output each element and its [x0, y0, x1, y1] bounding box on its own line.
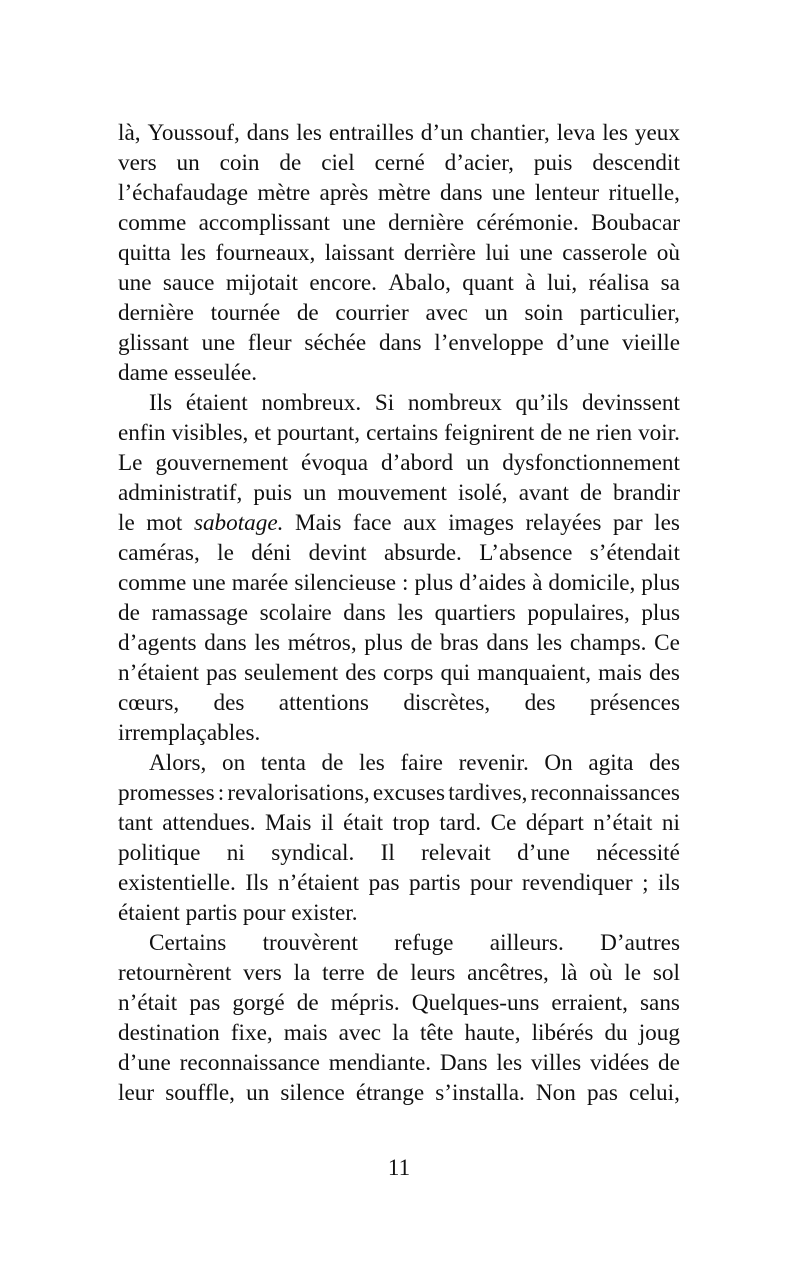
text-line: enfin visibles, et pourtant, certains feignirent de ne rien voir. [118, 420, 680, 446]
text-line: destination fixe, mais avec la tête haute, libérés du joug [118, 1020, 680, 1046]
text-line: retournèrent vers la terre de leurs ancêtres, là où le sol [118, 960, 680, 986]
paragraph [118, 748, 680, 928]
text-line: Certains trouvèrent refuge ailleurs. D’autres [149, 930, 680, 956]
text-line: vers un coin de ciel cerné d’acier, puis descendit [118, 150, 680, 176]
text-line: dame esseulée. [118, 360, 258, 386]
text-line: Ils étaient nombreux. Si nombreux qu’ils devinssent [149, 390, 680, 416]
text-line: d’agents dans les métros, plus de bras dans les champs. Ce [118, 630, 680, 656]
text-line: n’étaient pas seulement des corps qui manquaient, mais des [118, 660, 680, 686]
text-line: dernière tournée de courrier avec un soin particulier, [118, 300, 680, 326]
text-line: une sauce mijotait encore. Abalo, quant à lui, réalisa sa [118, 270, 680, 296]
text-line: comme une marée silencieuse : plus d’aides à domicile, plus [118, 570, 680, 596]
text-line: irremplaçables. [118, 720, 261, 746]
text-line: l’échafaudage mètre après mètre dans une lenteur rituelle, [118, 180, 680, 206]
text-line: politique ni syndical. Il relevait d’une nécessité [118, 840, 680, 866]
page-number: 11 [387, 1155, 411, 1180]
text-line: d’une reconnaissance mendiante. Dans les villes vidées de [118, 1050, 680, 1076]
paragraph [118, 388, 680, 748]
text-line: là, Youssouf, dans les entrailles d’un chantier, leva les yeux [118, 120, 680, 146]
text-line: existentielle. Ils n’étaient pas partis pour revendiquer ; ils [118, 870, 680, 896]
text-line: glissant une fleur séchée dans l’enveloppe d’une vieille [118, 330, 680, 356]
text-line: comme accomplissant une dernière cérémonie. Boubacar [118, 210, 680, 236]
text-line: Le gouvernement évoqua d’abord un dysfonctionnement [118, 450, 680, 476]
text-line: de ramassage scolaire dans les quartiers populaires, plus [118, 600, 680, 626]
text-line: n’était pas gorgé de mépris. Quelques-uns erraient, sans [118, 990, 680, 1016]
text-line: leur souffle, un silence étrange s’installa. Non pas celui, [118, 1080, 680, 1106]
paragraph [118, 928, 680, 1108]
text-line: étaient partis pour exister. [118, 900, 358, 926]
text-line: le mot sabotage. Mais face aux images relayées par les [118, 510, 680, 536]
text-line: promesses : revalorisations, excuses tardives, reconnaissances [118, 780, 680, 806]
text-line: Alors, on tenta de les faire revenir. On agita des [149, 750, 680, 776]
text-line: tant attendues. Mais il était trop tard. Ce départ n’était ni [118, 810, 680, 836]
text-line: cœurs, des attentions discrètes, des présences [118, 690, 680, 716]
text-line: caméras, le déni devint absurde. L’absence s’étendait [118, 540, 680, 566]
paragraph [118, 118, 680, 388]
text-line: administratif, puis un mouvement isolé, avant de brandir [118, 480, 680, 506]
body-text [118, 118, 680, 1108]
text-line: quitta les fourneaux, laissant derrière lui une casserole où [118, 240, 680, 266]
